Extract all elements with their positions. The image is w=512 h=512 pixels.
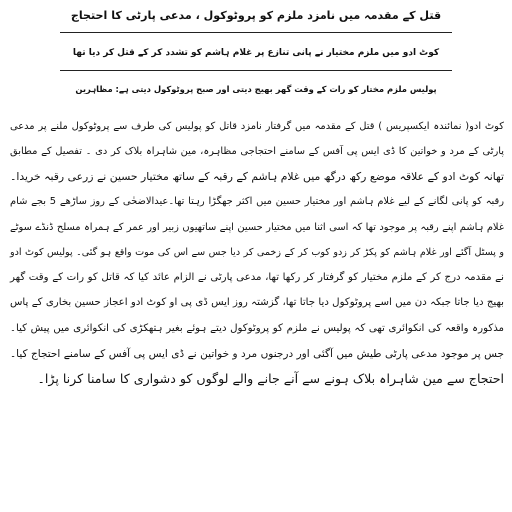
headline-sub-2: پولیس ملزم مختار کو رات کے وقت گھر بھیج دیتی اور صبح پروٹوکول دیتی ہے: مظاہرین [75, 84, 437, 94]
article-line: غلام ہاشم اپنے رقبہ پر موجود تھا کہ اسی اثنا میں مختیار حسین اپنے ساتھیوں زبیر اور عمر کے ہمراہ مسلح ڈنڈے سوٹے [10, 222, 504, 233]
headline-divider [60, 70, 452, 71]
article-line: تھانہ کوٹ ادو کے علاقہ موضع رکھ درگھ میں غلام ہاشم کے رقبہ کے ساتھ مختیار حسین نے زرعی رقبہ خریدا۔ [10, 170, 504, 183]
headline-divider [60, 32, 452, 33]
article-line: جس پر موجود مدعی پارٹی طیش میں آگئی اور درجنوں مرد و خواتین نے ڈی ایس پی آفس کے سامنے احتجاج کیا۔ [10, 348, 504, 360]
article-line: کوٹ ادو( نمائندہ ایکسپریس ) قتل کے مقدمہ میں گرفتار نامزد قاتل کو پولیس کی طرف سے پروٹوکول ملنے پر مدعی [10, 121, 504, 132]
headline-sub-1: کوٹ ادو میں ملزم مختیار نے پانی تنازع پر غلام ہاشم کو تشدد کر کے قتل کر دیا تھا [72, 48, 440, 58]
article-line: مذکورہ واقعہ کی انکوائری تھی کہ پولیس نے ملزم کو پروٹوکول دیتے ہوئے بغیر ہتھکڑی کی انکوائری میں پیش کیا۔ [10, 323, 504, 334]
article-line: پارٹی کے مرد و خواتین کا ڈی ایس پی آفس کے سامنے احتجاجی مظاہرہ، مین شاہراہ بلاک کر دی ۔ تفصیل کے مطابق [10, 146, 504, 157]
article-line: نے مقدمہ درج کر کے ملزم مختیار کو گرفتار کر رکھا تھا، مدعی پارٹی نے الزام عائد کیا کہ قاتل کو رات کے وقت گھر [10, 272, 504, 283]
article-line: احتجاج سے مین شاہراہ بلاک ہونے سے آنے جانے والے لوگوں کو دشواری کا سامنا کرنا پڑا۔ [37, 371, 504, 386]
article-line: بھیج دیا جاتا جبکہ دن میں اسے پروٹوکول دیا جاتا تھا، گزشتہ روز ایس ڈی پی او کوٹ ادو اعجاز حسین بخاری کے پاس [10, 297, 504, 308]
headline-main: قتل کے مقدمہ میں نامزد ملزم کو پروٹوکول ، مدعی پارٹی کا احتجاج [70, 9, 442, 22]
article-line: و پسٹل آگئے اور غلام ہاشم کو پکڑ کر زدو کوب کر کے زخمی کر دیا جس سے اس کی موت واقع ہو گئی۔ پولیس کوٹ ادو [10, 247, 504, 258]
article-line: رقبہ کو پانی لگانے کے لیے غلام ہاشم اور مختیار حسین میں اکثر جھگڑا رہتا تھا۔عیدالاضحٰی کے روز ساڑھے 5 بجے شام [10, 196, 504, 207]
